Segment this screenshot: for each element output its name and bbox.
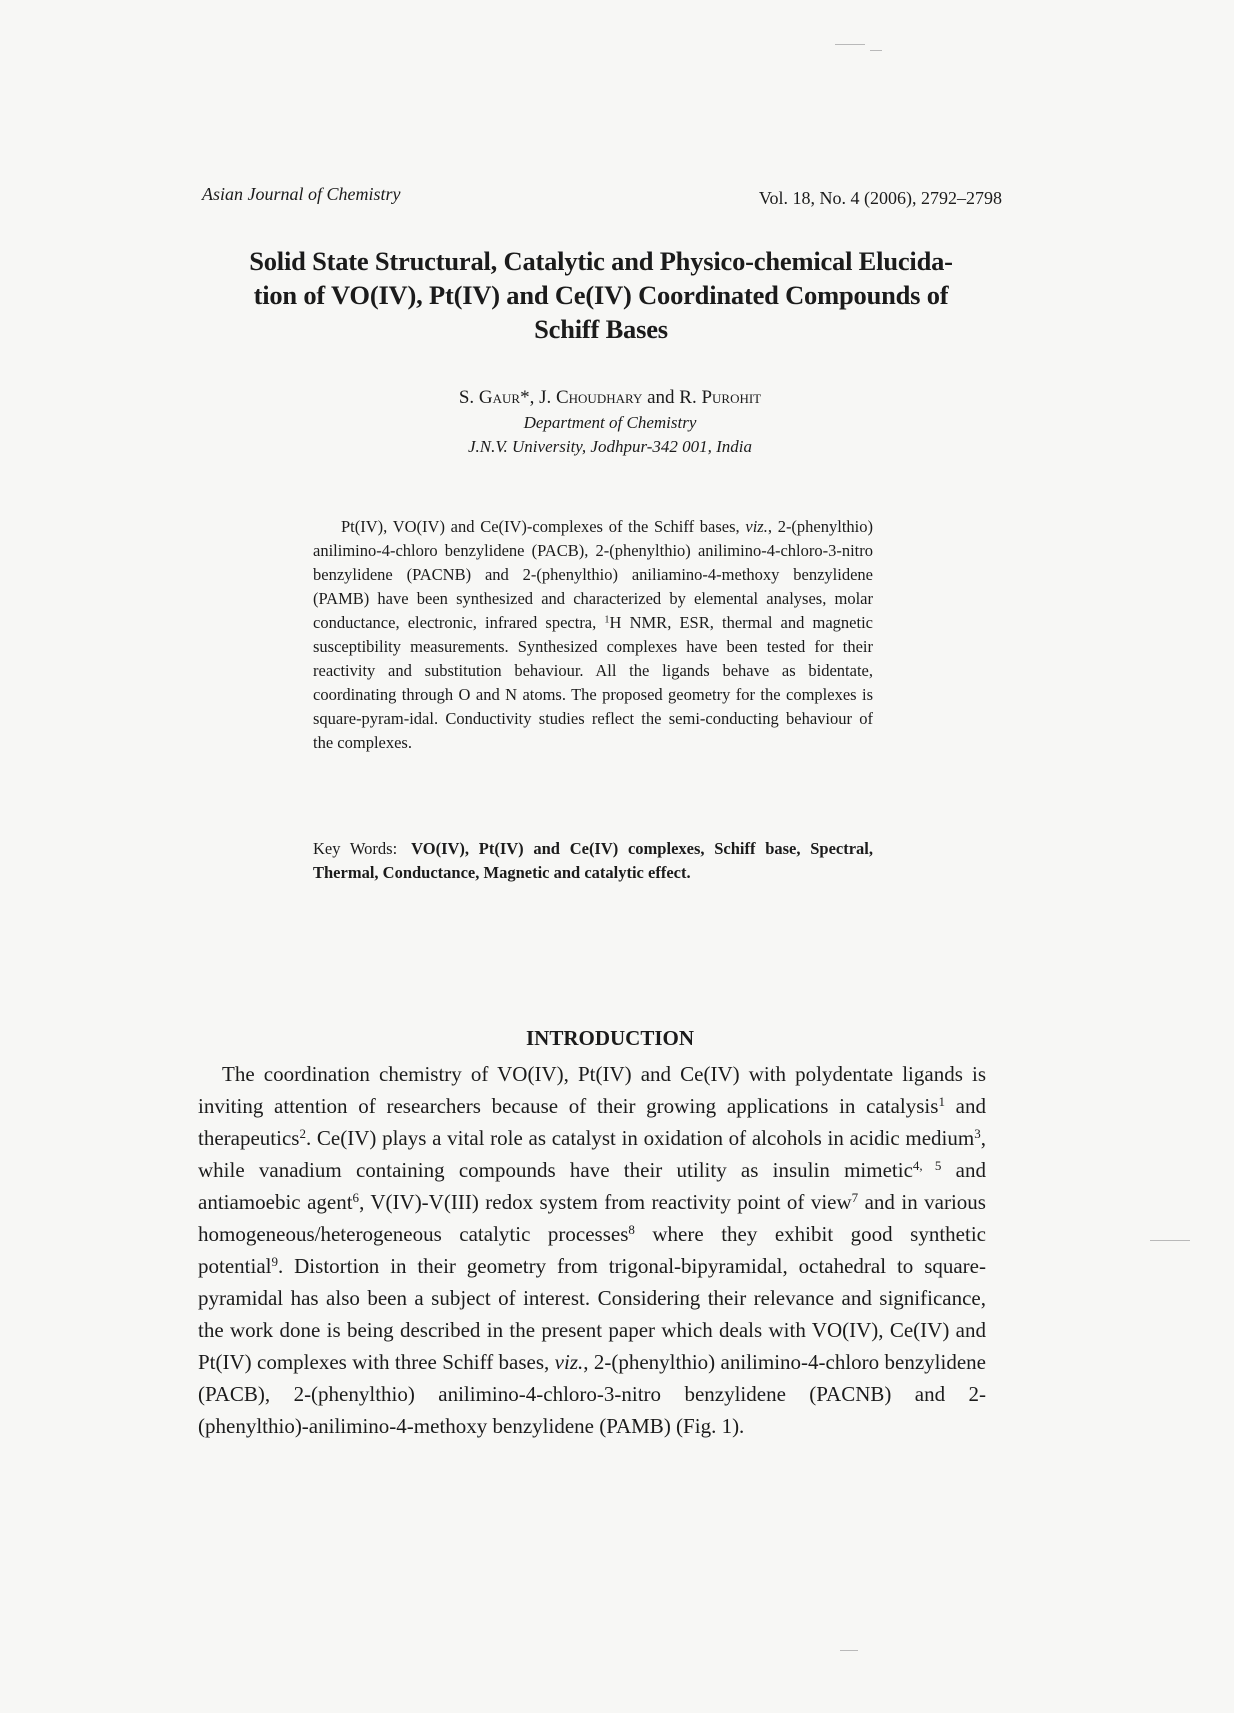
abstract [313,515,873,755]
author-purohit: R. Purohit [679,387,762,408]
abstract-text: H NMR, ESR, thermal and magnetic susceptibility measurements. Synthesized complexes have been tested for their reactivity and substitution behaviour. All the ligands behave as bidentate, coordinating through O and N atoms. The proposed geometry for the complexes is square-pyram-idal. Conductivity studies reflect the semi-conducting behaviour of the complexes. [313,613,873,752]
volume-info: Vol. 18, No. 4 (2006), 2792–2798 [758,188,1002,208]
affiliation-university: J.N.V. University, Jodhpur-342 001, India [467,437,753,456]
abstract-text: , 2-(phenylthio) anilimino-4-chloro benzylidene (PACB), 2-(phenylthio) anilimino-4-chloro-3-nitro benzylidene (PACNB) and 2-(phenylthio) aniliamino-4-methoxy benzylidene (PAMB) have been synthesized and characterized by elemental analyses, molar conductance, electronic, infrared spectra, [313,517,873,632]
author-gaur: S. Gaur* [458,387,530,408]
keywords-label: Key Words: [313,839,398,858]
paper-title [196,244,1006,346]
intro-text: , while vanadium containing compounds have their utility as insulin mimetic [198,1126,986,1182]
intro-text: and antiamoebic agent [198,1158,987,1214]
intro-text: and in various homogeneous/heterogeneous catalytic processes [198,1190,986,1246]
scan-speck [870,50,882,51]
section-heading-introduction: INTRODUCTION [525,1026,695,1050]
citation-ref: 6 [352,1189,360,1205]
scan-speck [840,1650,858,1651]
citation-ref: 9 [271,1253,278,1269]
title-line-2: tion of VO(IV), Pt(IV) and Ce(IV) Coordinated Compounds of [253,280,949,310]
citation-ref: 7 [851,1189,859,1205]
citation-ref: 4, 5 [912,1157,942,1173]
scan-speck [835,44,865,45]
author-separator: and [642,387,680,408]
intro-text: , 2-(phenylthio) anilimino-4-chloro benzylidene (PACB), 2-(phenylthio) anilimino-4-chloro-3-nitro benzylidene (PACNB) and 2-(phenylthio)-anilimino-4-methoxy benzylidene (PAMB) (Fig. 1). [198,1350,986,1438]
author-separator: , [529,387,540,408]
title-line-1: Solid State Structural, Catalytic and Physico-chemical Elucida- [249,246,953,276]
intro-text: The coordination chemistry of VO(IV), Pt(IV) and Ce(IV) with polydentate ligands is inviting attention of researchers because of their growing applications in catalysis [198,1062,986,1118]
abstract-viz: viz. [745,517,768,536]
intro-text: where they exhibit good synthetic potential [198,1222,986,1278]
intro-text: , V(IV)-V(III) redox system from reactivity point of view [359,1190,852,1214]
running-header [202,184,1002,214]
scan-speck [1150,1240,1190,1241]
keywords [313,837,873,885]
intro-text: . Distortion in their geometry from trigonal-bipyramidal, octahedral to square-pyramidal has also been a subject of interest. Considering their relevance and significance, the work done is being described in the present paper which deals with VO(IV), Ce(IV) and Pt(IV) complexes with three Schiff bases, [198,1254,986,1374]
title-line-3: Schiff Bases [534,314,668,344]
journal-name: Asian Journal of Chemistry [202,184,401,204]
citation-ref: 1 [938,1093,945,1109]
citation-ref: 2 [299,1125,306,1141]
affiliation-department: Department of Chemistry [523,413,697,432]
abstract-text: Pt(IV), VO(IV) and Ce(IV)-complexes of the Schiff bases, [341,517,746,536]
keywords-text: VO(IV), Pt(IV) and Ce(IV) complexes, Schiff base, Spectral, Thermal, Conductance, Magnetic and catalytic effect. [313,839,873,882]
introduction-paragraph [198,1058,986,1442]
author-list [300,385,920,411]
author-choudhary: J. Choudhary [539,387,643,408]
citation-ref: 3 [974,1125,981,1141]
nmr-superscript: 1 [604,614,610,626]
intro-text: . Ce(IV) plays a vital role as catalyst in oxidation of alcohols in acidic medium [305,1126,975,1150]
intro-text: and therapeutics [198,1094,987,1150]
intro-viz: viz. [554,1350,584,1374]
citation-ref: 8 [628,1221,635,1237]
